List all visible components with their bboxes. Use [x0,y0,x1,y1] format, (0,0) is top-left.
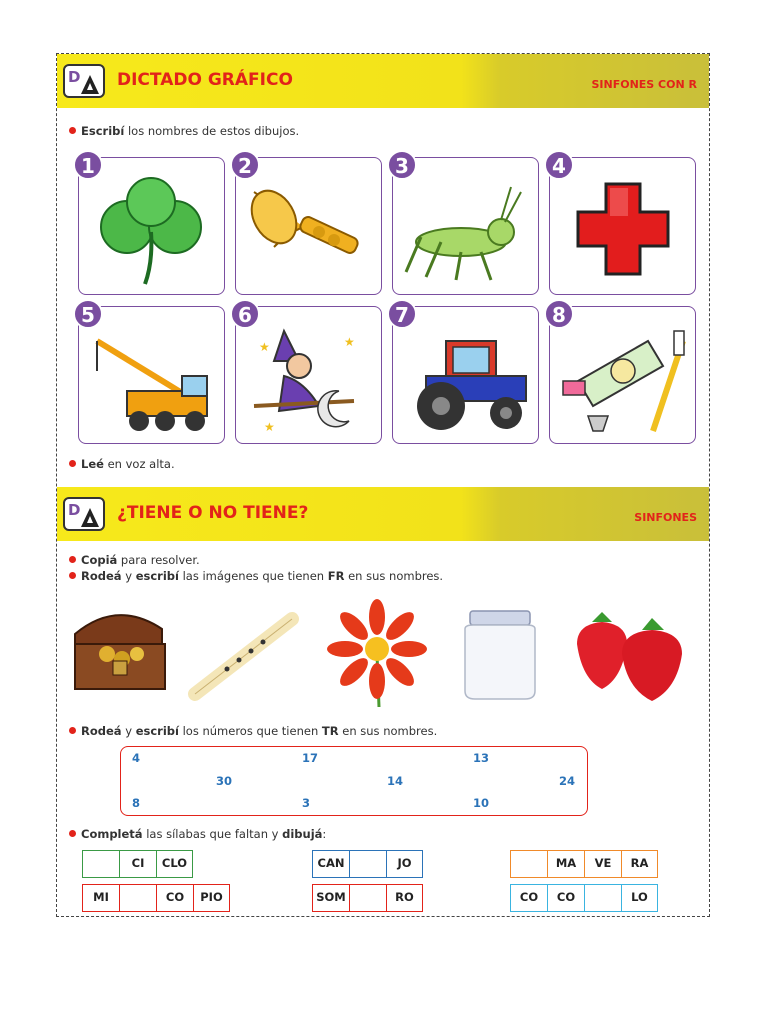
section2-syllable-instruction: Completá las sílabas que faltan y dibujá: [69,827,326,841]
syllable-cell[interactable]: CO [547,884,584,912]
bullet-icon [69,127,76,134]
syllable-row-1c [510,850,658,878]
number-item[interactable]: 13 [473,751,490,765]
section1-header-band [57,54,709,108]
syllable-cell[interactable]: CI [119,850,156,878]
syllable-cell[interactable]: CO [510,884,547,912]
section2-copy-instruction: Copiá para resolver. [69,553,200,567]
da-logo-icon: D [63,497,105,531]
strawberries-icon [567,604,697,704]
section2-fr-instruction: Rodeá y escribí las imágenes que tienen FR en sus nombres. [69,569,443,583]
syllable-cell[interactable]: RO [386,884,423,912]
number-item[interactable]: 8 [132,796,141,810]
section1-instruction: Escribí los nombres de estos dibujos. [69,124,299,138]
svg-text:★: ★ [259,340,270,354]
red-cross-icon [558,172,688,287]
section2-tag: SINFONES [634,511,697,524]
syllable-row-2c [510,884,658,912]
worksheet-page [56,53,710,917]
number-item[interactable]: 10 [473,796,490,810]
card-number: 2 [230,150,260,180]
syllable-row-1a [82,850,193,878]
number-item[interactable]: 3 [302,796,311,810]
picture-card-4 [549,154,696,295]
picture-card-1 [78,154,225,295]
bullet-icon [69,830,76,837]
syllable-cell[interactable]: MI [82,884,119,912]
syllable-cell[interactable]: PIO [193,884,230,912]
section1-tag: SINFONES CON R [591,78,697,91]
section2-header-band [57,487,709,541]
number-item[interactable]: 24 [559,774,576,788]
syllable-row-1b [312,850,423,878]
syllable-row-2a [82,884,230,912]
grasshopper-icon [401,172,531,287]
syllable-cell[interactable]: RA [621,850,658,878]
bullet-icon [69,727,76,734]
picture-card-3 [392,154,539,295]
tractor-icon [401,321,531,436]
card-number: 1 [73,150,103,180]
crane-truck-icon [87,321,217,436]
bullet-icon [69,556,76,563]
section2-tr-instruction: Rodeá y escribí los números que tienen TR en sus nombres. [69,724,437,738]
syllable-row-2b [312,884,423,912]
numbers-box [120,746,588,816]
red-flower-icon [327,599,427,709]
picture-card-2 [235,154,382,295]
card-number: 3 [387,150,417,180]
syllable-cell[interactable] [349,884,386,912]
card-number: 6 [230,299,260,329]
clover-icon [87,172,217,287]
syllable-cell[interactable] [584,884,621,912]
syllable-cell[interactable]: MA [547,850,584,878]
syllable-cell[interactable]: CO [156,884,193,912]
card-number: 5 [73,299,103,329]
section1-title: DICTADO GRÁFICO [117,70,293,90]
number-item[interactable]: 30 [216,774,233,788]
syllable-cell[interactable] [119,884,156,912]
number-item[interactable]: 4 [132,751,141,765]
section1-read-aloud: Leé en voz alta. [69,457,175,471]
section2-title: ¿TIENE O NO TIENE? [117,503,309,523]
syllable-cell[interactable]: JO [386,850,423,878]
bullet-icon [69,460,76,467]
glass-jar-icon [455,607,545,702]
syllable-cell[interactable] [349,850,386,878]
card-number: 7 [387,299,417,329]
syllable-cell[interactable]: CAN [312,850,349,878]
picture-card-8 [549,303,696,444]
bullet-icon [69,572,76,579]
trumpet-icon [244,172,374,287]
syllable-cell[interactable] [82,850,119,878]
picture-card-5 [78,303,225,444]
recorder-flute-icon [187,609,302,704]
number-item[interactable]: 14 [387,774,404,788]
syllable-cell[interactable]: SOM [312,884,349,912]
number-item[interactable]: 17 [302,751,319,765]
svg-text:★: ★ [344,335,355,349]
toothpaste-icon [558,321,688,436]
card-number: 8 [544,299,574,329]
syllable-cell[interactable]: LO [621,884,658,912]
syllable-cell[interactable] [510,850,547,878]
card-number: 4 [544,150,574,180]
picture-card-7 [392,303,539,444]
syllable-cell[interactable]: VE [584,850,621,878]
picture-card-6 [235,303,382,444]
treasure-chest-icon [67,599,172,694]
syllable-cell[interactable]: CLO [156,850,193,878]
svg-text:★: ★ [264,420,275,434]
da-logo-icon: D [63,64,105,98]
witch-icon [244,321,374,436]
